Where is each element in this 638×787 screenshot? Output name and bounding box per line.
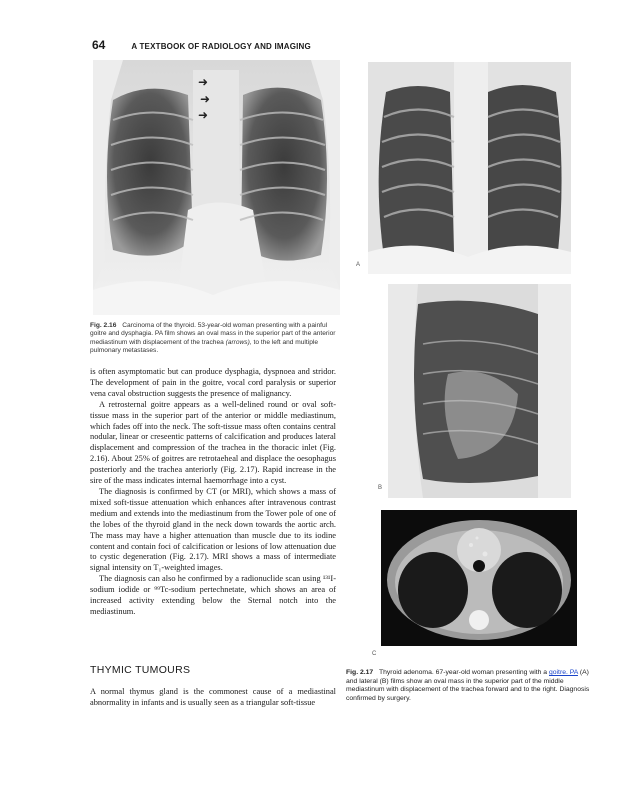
chest-xray-fig-2-17b (388, 284, 571, 498)
caption-text: to the left and multiple pulmonary metastases. (90, 338, 318, 355)
paragraph: The diagnosis can also he confirmed by a radionuclide scan using ¹³¹I-sodium iodide or ⁹⁹Tc-sodium pertechnetate, which shows an area of increased activity extending below the Sternal notch into the mediastinum. (90, 574, 336, 616)
figure-2-17-caption (346, 669, 598, 703)
running-head: A TEXTBOOK OF RADIOLOGY AND IMAGING (131, 42, 311, 51)
figure-2-16-caption (90, 322, 340, 356)
paragraph: The diagnosis is confirmed by CT (or MRI), which shows a mass of mixed soft-tissue attenuation which enhances after intravenous contrast medium and extends into the mediastinum from the Tower pole of one of the lobes of the thyroid gland in the neck down towards the aortic arch. The mass may have a higher attenuation than muscle due to its iodine content and contain foci of calcification or lesions of low attenuation due to cystic degeneration (Fig. 2.17). MRI shows a mass of intermediate signal intensity on T₁-weighted images. (90, 486, 336, 573)
arrow-icon: ➜ (198, 108, 209, 122)
caption-italic: (arrows), (225, 338, 252, 346)
paragraph: is often asymptomatic but can produce dysphagia, dyspnoea and stridor. The development of pain in the goitre, vocal cord paralysis or superior vena caval obstruction suggests the presence of malignancy. (90, 367, 336, 398)
figure-panel-label-b: B (378, 485, 383, 491)
paragraph: A normal thymus gland is the commonest cause of a mediastinal abnormality in infants and is usually seen as a triangular soft-tissue (90, 687, 336, 707)
chest-xray-fig-2-17a (368, 62, 571, 274)
page-header (92, 38, 311, 52)
section-heading: THYMIC TUMOURS (90, 664, 191, 676)
arrow-icon: ➜ (198, 75, 209, 89)
figure-panel-label-a: A (356, 262, 361, 268)
body-text (90, 367, 336, 618)
ct-scan-fig-2-17c (381, 510, 577, 646)
paragraph: A retrosternal goitre appears as a well-delined round or oval soft-tissue mass in the superior part of the anterior or middle mediastinum, which fades off into the neck. The soft-tissue mass often contains central nodular, linear or creseentic patterns of calcification and produces lateral displacement and compression of the trachea in the thoracic inlet (Fig. 2.16). About 25% of goitres are retrotaeheal and displace the oesophagus posteriorly and the trachea anteriorly (Fig. 2.17). Rapid increase in the sire of the mass indicates internal haemorrhage into a cyst. (90, 399, 336, 486)
caption-link[interactable]: goitre. PA (548, 669, 578, 676)
figure-number: Fig. 2.17 (346, 669, 374, 676)
caption-text: Carcinoma of the thyroid. 53-year-old woman presenting with a painful goitre and dysphagia. PA film shows an oval mass in the superior part of the anterior mediastinum with displacement of the trachea (90, 322, 336, 346)
caption-text: Thyroid adenoma. 67-year-old woman presenting with a (378, 669, 548, 676)
thymic-paragraph (90, 686, 336, 708)
figure-panel-label-c: C (372, 651, 377, 657)
page-number: 64 (92, 38, 106, 52)
figure-number: Fig. 2.16 (90, 322, 117, 329)
chest-xray-fig-2-16 (93, 60, 340, 315)
caption-text: (A) and lateral (B) films show an oval mass in the superior part of the middle mediastinum with displacement of the trachea forward and to the right. Diagnosis confirmed by surgery. (346, 669, 590, 702)
arrow-icon: ➜ (200, 92, 211, 106)
